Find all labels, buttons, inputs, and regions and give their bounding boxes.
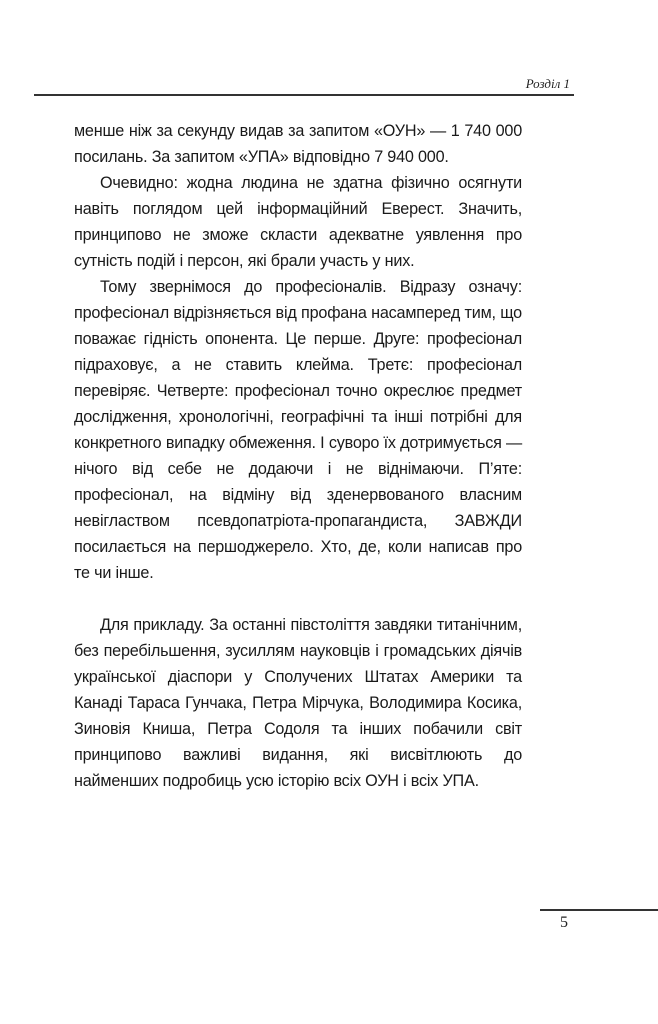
page-number: 5 <box>560 914 568 931</box>
paragraph-3: Тому звернімося до професіоналів. Відразу означу: професіонал відрізняється від профана насамперед тим, що поважає гідність опонента. Це перше. Друге: професіонал підраховує, а не ставить клейма. Третє: професіонал перевіряє. Четверте: професіонал точно окреслює предмет дослідження, хронологічні, географічні та інші потрібні для конкретного випадку обмеження. І суворо їх дотримується — нічого від себе не додаючи і не віднімаючи. П’яте: професіонал, на відміну від зденервованого власним невіглаством псевдопатріота-пропагандиста, ЗАВЖДИ посилається на першоджерело. Хто, де, коли написав про те чи інше. <box>74 278 522 582</box>
paragraph-1: менше ніж за секунду видав за запитом «ОУН» — 1 740 000 посилань. За запитом «УПА» відповідно 7 940 000. <box>74 122 522 166</box>
body-text <box>74 118 522 794</box>
footer-rule <box>540 909 658 911</box>
header-rule <box>34 94 574 96</box>
paragraph-2: Очевидно: жодна людина не здатна фізично осягнути навіть поглядом цей інформаційний Еверест. Значить, принципово не зможе скласти адекватне уявлення про сутність подій і персон, які брали участь у них. <box>74 174 522 270</box>
paragraph-4: Для прикладу. За останні півстоліття завдяки титанічним, без перебільшення, зусиллям науковців і громадських діячів української діаспори у Сполучених Штатах Америки та Канаді Тараса Гунчака, Петра Мірчука, Володимира Косика, Зиновія Книша, Петра Содоля та інших побачили світ принципово важливі видання, які висвітлюють до найменших подробиць усю історію всіх ОУН і всіх УПА. <box>74 616 522 790</box>
section-title: Розділ 1 <box>525 76 570 91</box>
